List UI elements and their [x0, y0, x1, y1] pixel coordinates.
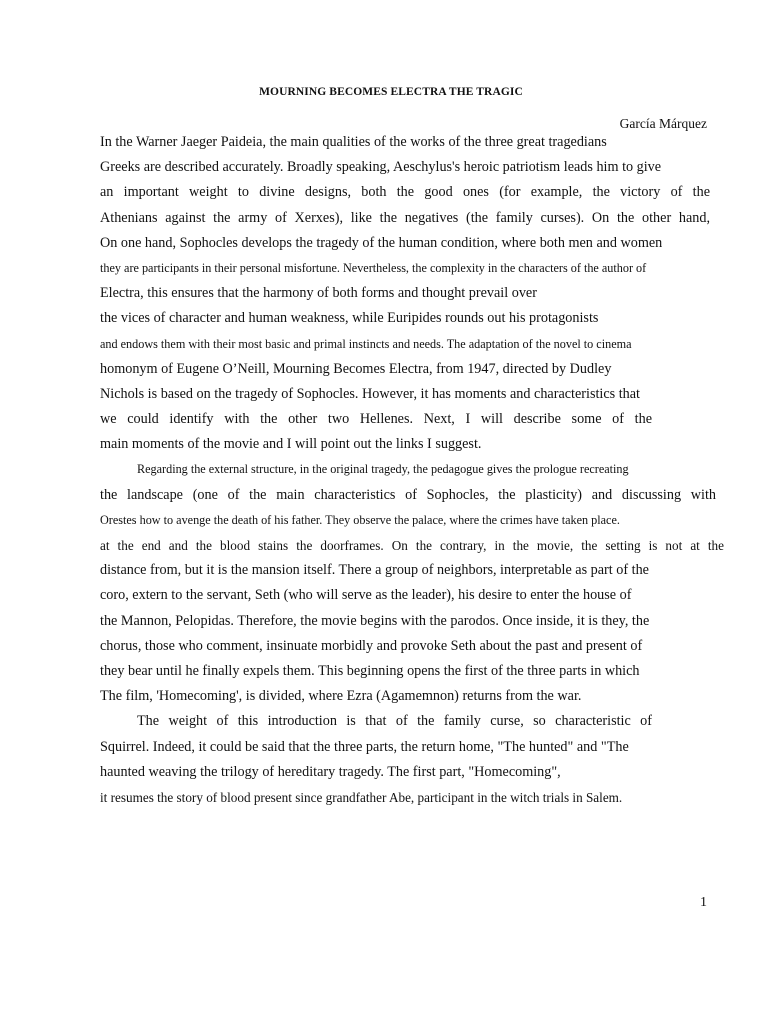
text-line: chorus, those who comment, insinuate morbidly and provoke Seth about the past and present of: [100, 637, 643, 654]
text-line: The film, 'Homecoming', is divided, where Ezra (Agamemnon) returns from the war.: [100, 688, 582, 705]
text-line: Nichols is based on the tragedy of Sophocles. However, it has moments and characteristics that: [100, 385, 640, 402]
text-line: we could identify with the other two Hellenes. Next, I will describe some of the: [100, 411, 652, 428]
text-line: Squirrel. Indeed, it could be said that the three parts, the return home, "The hunted" and "The: [100, 738, 629, 755]
text-line: at the end and the blood stains the doorframes. On the contrary, in the movie, the setting is not at the: [100, 538, 724, 553]
text-line: the landscape (one of the main characteristics of Sophocles, the plasticity) and discussing with: [100, 486, 716, 503]
text-line: homonym of Eugene O’Neill, Mourning Becomes Electra, from 1947, directed by Dudley: [100, 360, 612, 377]
text-line: Athenians against the army of Xerxes), like the negatives (the family curses). On the other hand,: [100, 209, 710, 226]
author-name: García Márquez: [619, 116, 707, 131]
document-body: [100, 130, 740, 810]
text-line: and endows them with their most basic and primal instincts and needs. The adaptation of the novel to cinema: [100, 336, 632, 351]
text-line: it resumes the story of blood present since grandfather Abe, participant in the witch trials in Salem.: [100, 789, 623, 805]
text-line: Electra, this ensures that the harmony of both forms and thought prevail over: [100, 285, 537, 302]
document-title: MOURNING BECOMES ELECTRA THE TRAGIC: [259, 86, 523, 98]
text-line: distance from, but it is the mansion itself. There a group of neighbors, interpretable as part of the: [100, 562, 649, 579]
page-number: 1: [700, 895, 707, 910]
text-line: main moments of the movie and I will point out the links I suggest.: [100, 436, 482, 453]
text-line: they bear until he finally expels them. This beginning opens the first of the three parts in which: [100, 662, 640, 679]
text-line: they are participants in their personal misfortune. Nevertheless, the complexity in the characters of the author of: [100, 260, 647, 275]
text-line: the Mannon, Pelopidas. Therefore, the movie begins with the parodos. Once inside, it is they, the: [100, 612, 650, 629]
text-line: an important weight to divine designs, both the good ones (for example, the victory of the: [100, 184, 710, 201]
text-line: On one hand, Sophocles develops the tragedy of the human condition, where both men and women: [100, 234, 663, 251]
text-line: the vices of character and human weakness, while Euripides rounds out his protagonists: [100, 310, 599, 327]
text-line: haunted weaving the trilogy of hereditary tragedy. The first part, "Homecoming",: [100, 763, 561, 780]
text-line: Orestes how to avenge the death of his father. They observe the palace, where the crimes have taken place.: [100, 512, 620, 527]
text-line: Greeks are described accurately. Broadly speaking, Aeschylus's heroic patriotism leads him to give: [100, 159, 662, 176]
text-line: The weight of this introduction is that of the family curse, so characteristic of: [137, 713, 652, 730]
text-line: Regarding the external structure, in the original tragedy, the pedagogue gives the prologue recreating: [137, 462, 629, 477]
text-line: In the Warner Jaeger Paideia, the main qualities of the works of the three great tragedians: [100, 134, 607, 150]
text-line: coro, extern to the servant, Seth (who will serve as the leader), his desire to enter the house of: [100, 587, 632, 604]
